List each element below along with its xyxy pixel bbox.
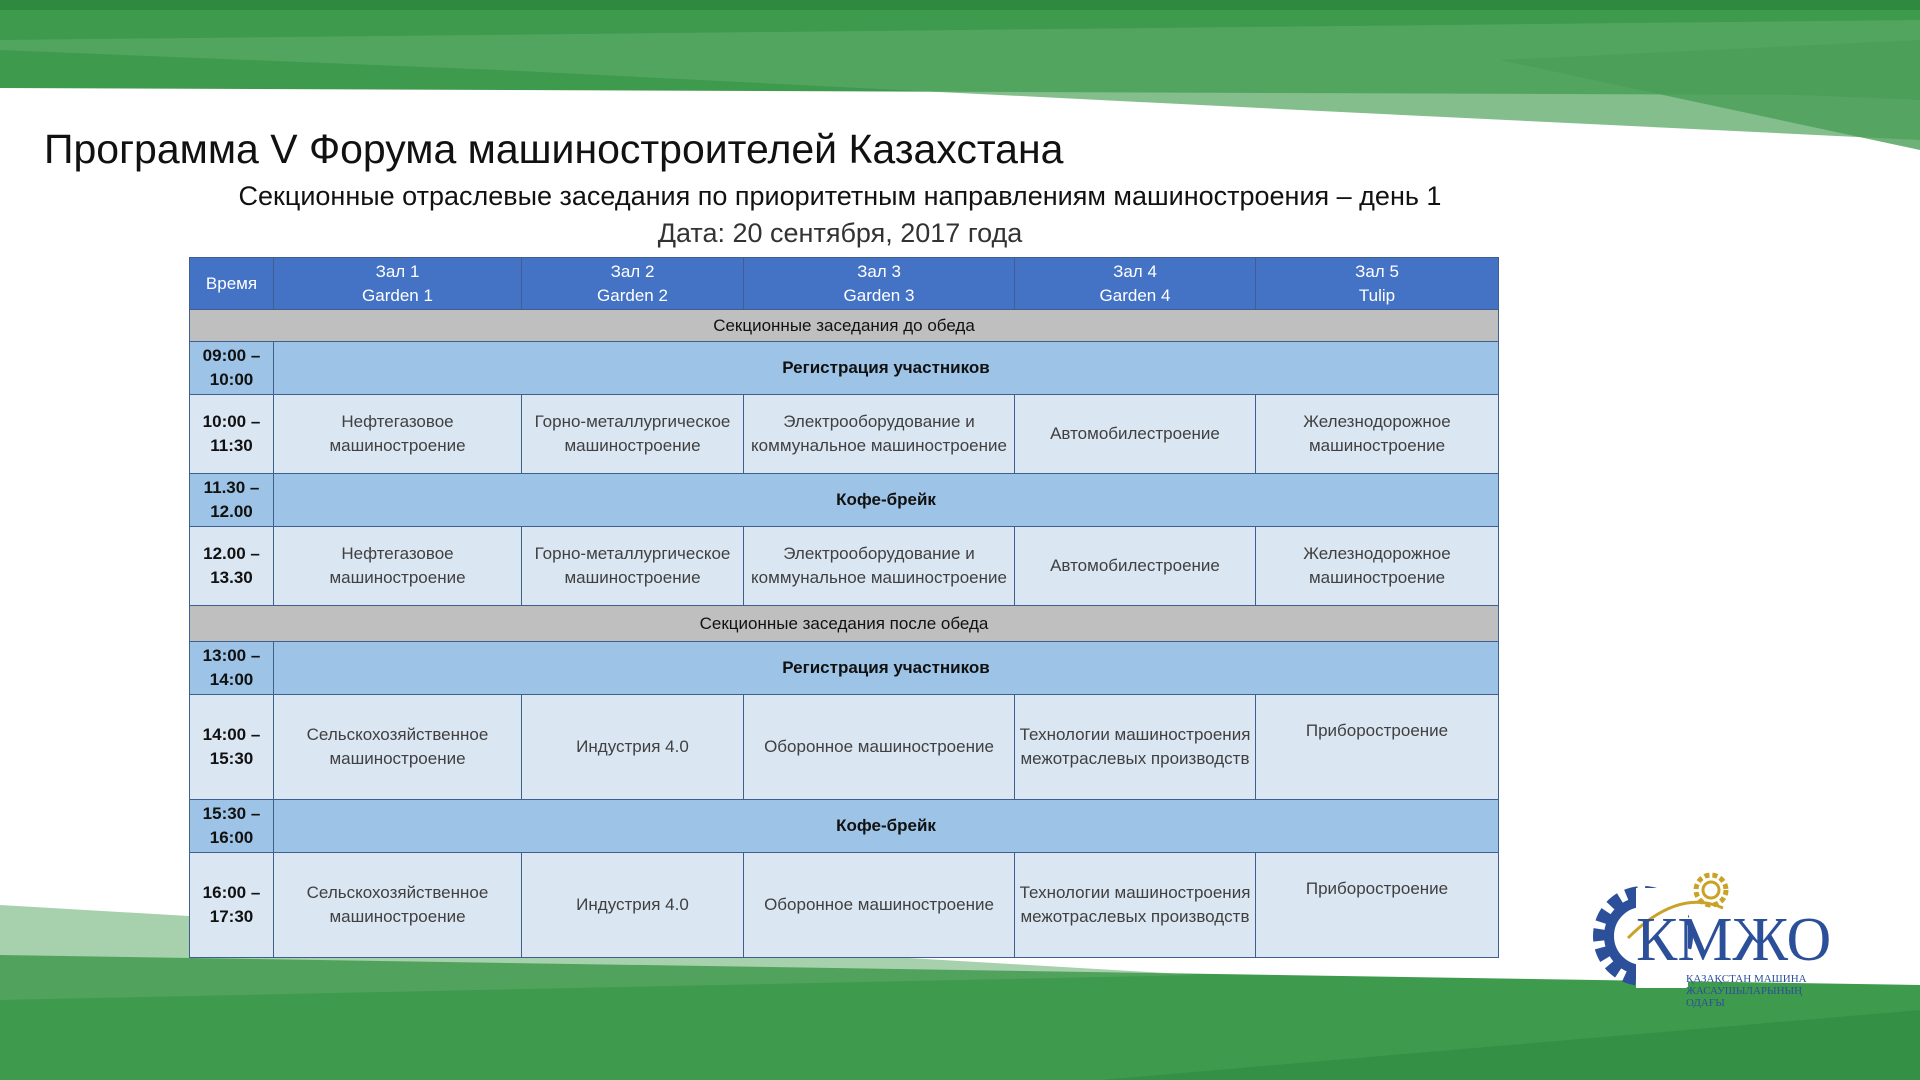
time-to: 17:30: [209, 907, 254, 926]
session-cell: Технологии машиностроения межотраслевых производств: [1015, 695, 1256, 800]
schedule-row-sessions: [190, 695, 1499, 800]
time-to: 16:00: [209, 828, 254, 847]
header-hall-1: [274, 258, 522, 310]
time-from: 10:00 –: [202, 412, 261, 431]
schedule-row-sessions: [190, 395, 1499, 474]
section-row-morning: [190, 310, 1499, 342]
section-title: Секционные заседания после обеда: [190, 606, 1499, 642]
hall-room: Garden 3: [843, 285, 915, 305]
hall-room: Garden 2: [597, 285, 668, 305]
section-title: Секционные заседания до обеда: [190, 310, 1499, 342]
session-cell: Приборостроение: [1256, 695, 1499, 800]
session-cell: Автомобилестроение: [1015, 395, 1256, 474]
header-hall-5: [1256, 258, 1499, 310]
schedule-row-coffee-break: [190, 474, 1499, 527]
time-to: 12.00: [210, 502, 253, 521]
hall-name: Зал 2: [610, 261, 655, 281]
hall-name: Зал 3: [857, 261, 901, 281]
time-from: 15:30 –: [202, 804, 261, 823]
session-cell: Железнодорожное машиностроение: [1256, 527, 1499, 606]
logo-wordmark: КМЖО: [1636, 906, 1832, 974]
schedule-row-registration: [190, 342, 1499, 395]
hall-name: Зал 5: [1355, 261, 1399, 281]
session-cell: Электрооборудование и коммунальное машиностроение: [744, 527, 1015, 606]
schedule-row-sessions: [190, 853, 1499, 958]
page-title: Программа V Форума машиностроителей Казахстана: [44, 126, 1064, 172]
hall-room: Garden 4: [1099, 285, 1171, 305]
logo-tagline-1: ҚАЗАҚСТАН МАШИНА: [1686, 973, 1807, 985]
small-gear-icon: [1696, 875, 1726, 905]
logo-tagline-2: ЖАСАУШЫЛАРЫНЫҢ: [1686, 985, 1803, 997]
schedule-table: [189, 257, 1499, 958]
time-cell: [190, 800, 274, 853]
time-to: 11:30: [210, 436, 253, 455]
time-to: 10:00: [209, 370, 254, 389]
hall-room: Tulip: [1358, 285, 1396, 305]
time-cell: [190, 642, 274, 695]
header-time: Время: [190, 258, 274, 310]
time-to: 14:00: [209, 670, 254, 689]
time-cell: [190, 342, 274, 395]
header-hall-3: [744, 258, 1015, 310]
schedule-row-coffee-break: [190, 800, 1499, 853]
session-cell: Электрооборудование и коммунальное машиностроение: [744, 395, 1015, 474]
session-cell: Сельскохозяйственное машиностроение: [274, 853, 522, 958]
schedule-row-sessions: [190, 527, 1499, 606]
time-cell: [190, 853, 274, 958]
header-hall-2: [522, 258, 744, 310]
session-cell: Горно-металлургическое машиностроение: [522, 395, 744, 474]
time-from: 09:00 –: [202, 346, 261, 365]
session-cell: Технологии машиностроения межотраслевых производств: [1015, 853, 1256, 958]
table-header-row: [190, 258, 1499, 310]
event-cell: Кофе-брейк: [274, 474, 1499, 527]
header-hall-4: [1015, 258, 1256, 310]
logo-tagline-3: ОДАҒЫ: [1686, 997, 1725, 1008]
session-cell: Сельскохозяйственное машиностроение: [274, 695, 522, 800]
schedule-row-registration: [190, 642, 1499, 695]
event-cell: Регистрация участников: [274, 642, 1499, 695]
time-from: 11.30 –: [203, 478, 260, 497]
time-to: 15:30: [209, 749, 254, 768]
time-from: 14:00 –: [202, 725, 261, 744]
time-from: 12.00 –: [203, 544, 260, 563]
time-cell: [190, 395, 274, 474]
session-cell: Горно-металлургическое машиностроение: [522, 527, 744, 606]
page-subtitle: Секционные отраслевые заседания по приоритетным направлениям машиностроения – день 1: [238, 181, 1442, 211]
hall-name: Зал 1: [375, 261, 420, 281]
session-cell: Нефтегазовое машиностроение: [274, 527, 522, 606]
time-cell: [190, 527, 274, 606]
hall-name: Зал 4: [1113, 261, 1157, 281]
time-cell: [190, 695, 274, 800]
time-from: 13:00 –: [202, 646, 261, 665]
time-from: 16:00 –: [202, 883, 261, 902]
kmzho-logo: [1588, 868, 1908, 1008]
session-cell: Нефтегазовое машиностроение: [274, 395, 522, 474]
event-date: Дата: 20 сентября, 2017 года: [657, 218, 1023, 248]
event-cell: Кофе-брейк: [274, 800, 1499, 853]
session-cell: Оборонное машиностроение: [744, 695, 1015, 800]
time-to: 13.30: [210, 568, 253, 587]
session-cell: Оборонное машиностроение: [744, 853, 1015, 958]
session-cell: Индустрия 4.0: [522, 853, 744, 958]
event-cell: Регистрация участников: [274, 342, 1499, 395]
session-cell: Приборостроение: [1256, 853, 1499, 958]
session-cell: Автомобилестроение: [1015, 527, 1256, 606]
hall-room: Garden 1: [362, 285, 433, 305]
session-cell: Индустрия 4.0: [522, 695, 744, 800]
session-cell: Железнодорожное машиностроение: [1256, 395, 1499, 474]
section-row-afternoon: [190, 606, 1499, 642]
time-cell: [190, 474, 274, 527]
